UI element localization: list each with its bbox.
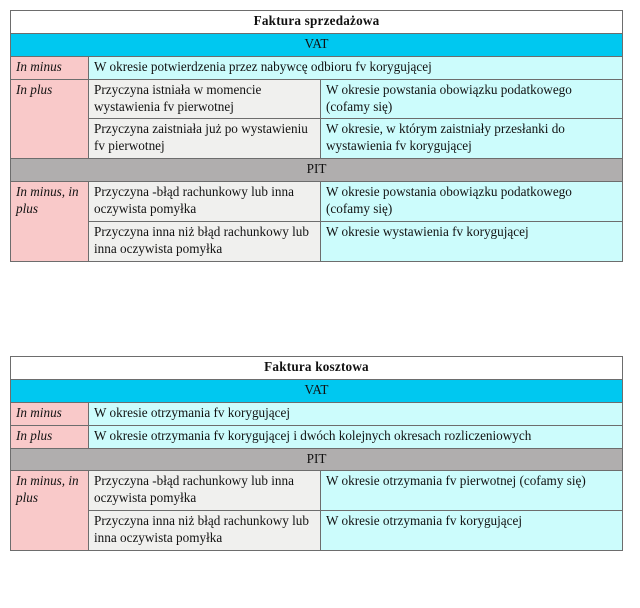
table-wrapper-faktura-kosztowa — [10, 356, 622, 551]
table-faktura-sprzedazowa — [10, 10, 623, 262]
table-row — [11, 79, 623, 119]
table-wrapper-faktura-sprzedazowa — [10, 10, 622, 262]
table-row — [11, 56, 623, 79]
tax-header-pit: PIT — [11, 448, 623, 471]
side-label-in-minus-in-plus: In minus, in plus — [11, 182, 89, 262]
period-cell: W okresie otrzymania fv korygującej i dwóch kolejnych okresach rozliczeniowych — [89, 425, 623, 448]
table-title-row — [11, 357, 623, 380]
period-cell: W okresie otrzymania fv korygującej — [321, 511, 623, 551]
table-row — [11, 182, 623, 222]
tax-header-row-pit — [11, 159, 623, 182]
table-row — [11, 425, 623, 448]
period-cell: W okresie otrzymania fv korygującej — [89, 402, 623, 425]
table-row — [11, 471, 623, 511]
reason-cell: Przyczyna inna niż błąd rachunkowy lub inna oczywista pomyłka — [89, 221, 321, 261]
tax-header-row-vat — [11, 33, 623, 56]
side-label-in-minus: In minus — [11, 56, 89, 79]
table-faktura-kosztowa — [10, 356, 623, 551]
table-row — [11, 119, 623, 159]
period-cell: W okresie otrzymania fv pierwotnej (cofamy się) — [321, 471, 623, 511]
reason-cell: Przyczyna -błąd rachunkowy lub inna oczywista pomyłka — [89, 182, 321, 222]
tax-header-vat: VAT — [11, 379, 623, 402]
period-cell: W okresie, w którym zaistniały przesłanki do wystawienia fv korygującej — [321, 119, 623, 159]
tax-header-row-pit — [11, 448, 623, 471]
side-label-in-minus: In minus — [11, 402, 89, 425]
period-cell: W okresie powstania obowiązku podatkowego (cofamy się) — [321, 182, 623, 222]
reason-cell: Przyczyna istniała w momencie wystawienia fv pierwotnej — [89, 79, 321, 119]
reason-cell: Przyczyna zaistniała już po wystawieniu fv pierwotnej — [89, 119, 321, 159]
table-title-row — [11, 11, 623, 34]
table-row — [11, 511, 623, 551]
tax-header-pit: PIT — [11, 159, 623, 182]
period-cell: W okresie wystawienia fv korygującej — [321, 221, 623, 261]
table-title: Faktura kosztowa — [11, 357, 623, 380]
table-row — [11, 221, 623, 261]
table-title: Faktura sprzedażowa — [11, 11, 623, 34]
side-label-in-plus: In plus — [11, 425, 89, 448]
table-row — [11, 402, 623, 425]
reason-cell: Przyczyna inna niż błąd rachunkowy lub inna oczywista pomyłka — [89, 511, 321, 551]
tax-header-row-vat — [11, 379, 623, 402]
period-cell: W okresie potwierdzenia przez nabywcę odbioru fv korygującej — [89, 56, 623, 79]
side-label-in-plus: In plus — [11, 79, 89, 159]
tax-header-vat: VAT — [11, 33, 623, 56]
reason-cell: Przyczyna -błąd rachunkowy lub inna oczywista pomyłka — [89, 471, 321, 511]
period-cell: W okresie powstania obowiązku podatkowego (cofamy się) — [321, 79, 623, 119]
side-label-in-minus-in-plus: In minus, in plus — [11, 471, 89, 551]
